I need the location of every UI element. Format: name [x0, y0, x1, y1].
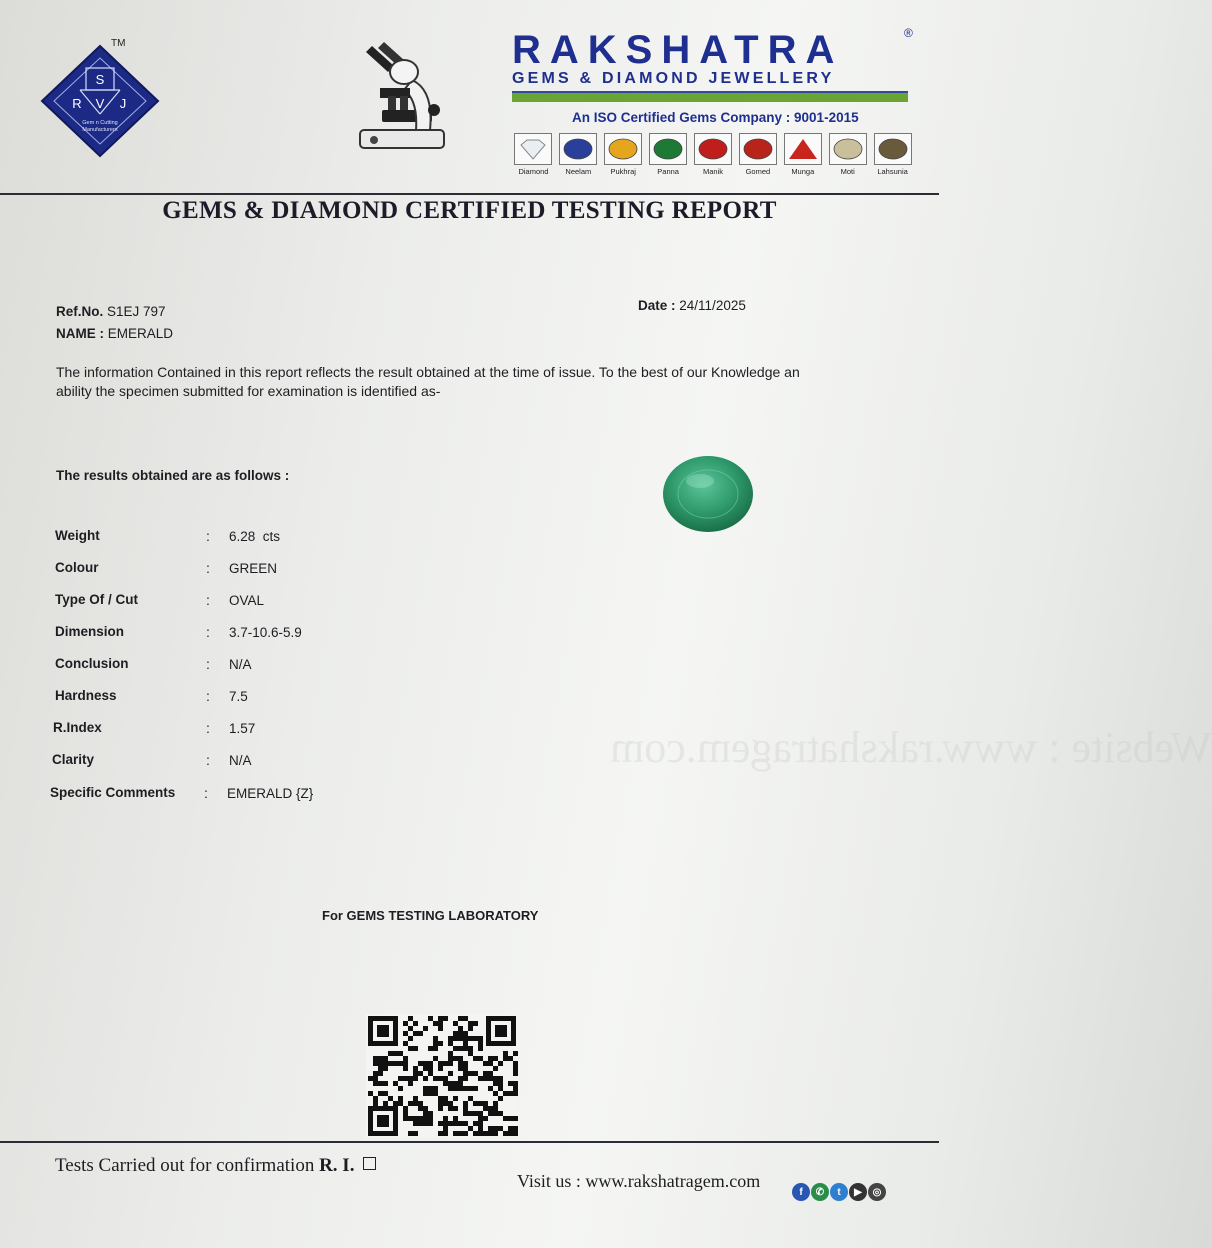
logo-letter-r: R — [72, 96, 82, 111]
gem-neelam-icon — [562, 137, 594, 161]
report-date — [638, 298, 746, 313]
date-label: Date : — [638, 298, 676, 313]
gem-label: Diamond — [518, 167, 549, 176]
result-label: Conclusion — [55, 656, 129, 671]
gem-manik-icon — [697, 137, 729, 161]
social-icons — [792, 1183, 886, 1201]
result-colon: : — [206, 752, 210, 768]
whatsapp-icon[interactable]: ✆ — [811, 1183, 829, 1201]
result-colon: : — [206, 592, 210, 608]
ri-checkbox[interactable] — [363, 1157, 376, 1170]
gem-munga — [782, 133, 823, 176]
logo-letter-j: J — [119, 96, 127, 111]
intro-paragraph: The information Contained in this report reflects the result obtained at the time of issue. To the best of our Knowledge an ability the specimen submitted for examination is identified as- — [56, 364, 800, 399]
gem-swatch — [559, 133, 597, 165]
gem-moti — [827, 133, 868, 176]
result-label: Colour — [55, 560, 99, 575]
result-label: R.Index — [53, 720, 102, 735]
gem-swatch — [784, 133, 822, 165]
specimen-name — [56, 326, 173, 341]
brand-green-bar — [512, 91, 908, 102]
twitter-icon[interactable]: t — [830, 1183, 848, 1201]
gem-label: Pukhraj — [610, 167, 636, 176]
result-value: N/A — [229, 657, 252, 672]
ref-number — [56, 304, 166, 319]
report-title: GEMS & DIAMOND CERTIFIED TESTING REPORT — [162, 197, 777, 224]
header-divider — [0, 193, 939, 195]
result-value: 3.7-10.6-5.9 — [229, 625, 302, 640]
gem-pukhraj-icon — [607, 137, 639, 161]
logo-caption-2: Manufacturers — [82, 127, 118, 133]
gem-label: Munga — [791, 167, 815, 176]
instagram-icon[interactable]: ◎ — [868, 1183, 886, 1201]
result-value: 6.28 cts — [229, 529, 281, 544]
rvj-logo — [40, 44, 160, 159]
gem-panna-icon — [652, 137, 684, 161]
results-heading: The results obtained are as follows : — [56, 468, 290, 483]
brand-block — [512, 28, 912, 102]
result-value: 1.57 — [229, 721, 256, 736]
footer-divider — [0, 1141, 939, 1143]
emerald-stone-photo — [660, 451, 756, 535]
result-value: N/A — [229, 753, 252, 768]
tests-note — [55, 1155, 376, 1177]
bleed-through-watermark: Website : www.rakshatragem.com — [610, 723, 1212, 772]
result-label: Type Of / Cut — [55, 592, 138, 607]
result-label: Weight — [55, 528, 100, 543]
iso-line: An ISO Certified Gems Company : 9001-2015 — [572, 110, 859, 125]
result-colon: : — [206, 656, 210, 672]
gem-swatch — [694, 133, 732, 165]
tests-code: R. I. — [319, 1155, 355, 1176]
gem-label: Neelam — [565, 167, 592, 176]
gem-swatch — [604, 133, 642, 165]
result-colon: : — [206, 624, 210, 640]
result-label: Dimension — [55, 624, 125, 639]
gem-moti-icon — [832, 137, 864, 161]
gem-lahsunia-icon — [877, 137, 909, 161]
logo-letter-v: V — [95, 96, 105, 111]
gem-pukhraj — [603, 133, 644, 176]
tests-text: Tests Carried out for confirmation — [55, 1155, 315, 1176]
result-colon: : — [206, 688, 210, 704]
date-value: 24/11/2025 — [679, 298, 746, 313]
gem-manik — [693, 133, 734, 176]
gem-gomed — [737, 133, 778, 176]
result-label: Specific Comments — [50, 785, 176, 800]
gem-panna — [648, 133, 689, 176]
gem-swatch — [649, 133, 687, 165]
gem-gomed-icon — [742, 137, 774, 161]
result-value: GREEN — [229, 561, 278, 576]
result-value: OVAL — [229, 593, 265, 608]
gem-label: Moti — [840, 167, 855, 176]
gem-label: Manik — [703, 167, 724, 176]
ref-value: S1EJ 797 — [107, 304, 166, 319]
signature-line: For GEMS TESTING LABORATORY — [322, 908, 539, 923]
qr-code[interactable] — [366, 1014, 518, 1138]
gem-munga-icon — [787, 137, 819, 161]
gem-swatch — [514, 133, 552, 165]
name-label: NAME : — [56, 326, 104, 341]
youtube-icon[interactable]: ▶ — [849, 1183, 867, 1201]
gemstone-row — [513, 133, 913, 176]
trademark-mark: TM — [111, 38, 126, 49]
result-value: 7.5 — [229, 689, 248, 704]
gem-swatch — [739, 133, 777, 165]
ref-label: Ref.No. — [56, 304, 104, 319]
gem-lahsunia — [872, 133, 913, 176]
gem-label: Gomed — [745, 167, 771, 176]
result-label: Clarity — [52, 752, 95, 767]
result-colon: : — [206, 560, 210, 576]
logo-caption-1: Gem n Cutting — [82, 120, 118, 126]
gem-diamond-icon — [517, 137, 549, 161]
gem-label: Panna — [657, 167, 679, 176]
result-colon: : — [206, 528, 210, 544]
gem-diamond — [513, 133, 554, 176]
name-value: EMERALD — [107, 326, 174, 341]
gem-swatch — [874, 133, 912, 165]
result-colon: : — [204, 785, 208, 801]
logo-letter-s: S — [95, 72, 105, 87]
brand-name: RAKSHATRA — [512, 28, 844, 72]
registered-mark: ® — [904, 26, 913, 40]
gem-neelam — [558, 133, 599, 176]
gem-swatch — [829, 133, 867, 165]
result-label: Hardness — [55, 688, 117, 703]
brand-subtitle: GEMS & DIAMOND JEWELLERY — [512, 70, 835, 87]
microscope-icon — [352, 40, 452, 158]
facebook-icon[interactable]: f — [792, 1183, 810, 1201]
gem-label: Lahsunia — [877, 167, 908, 176]
website-line[interactable]: Visit us : www.rakshatragem.com — [517, 1171, 761, 1191]
result-colon: : — [206, 720, 210, 736]
result-value: EMERALD {Z} — [227, 786, 314, 801]
